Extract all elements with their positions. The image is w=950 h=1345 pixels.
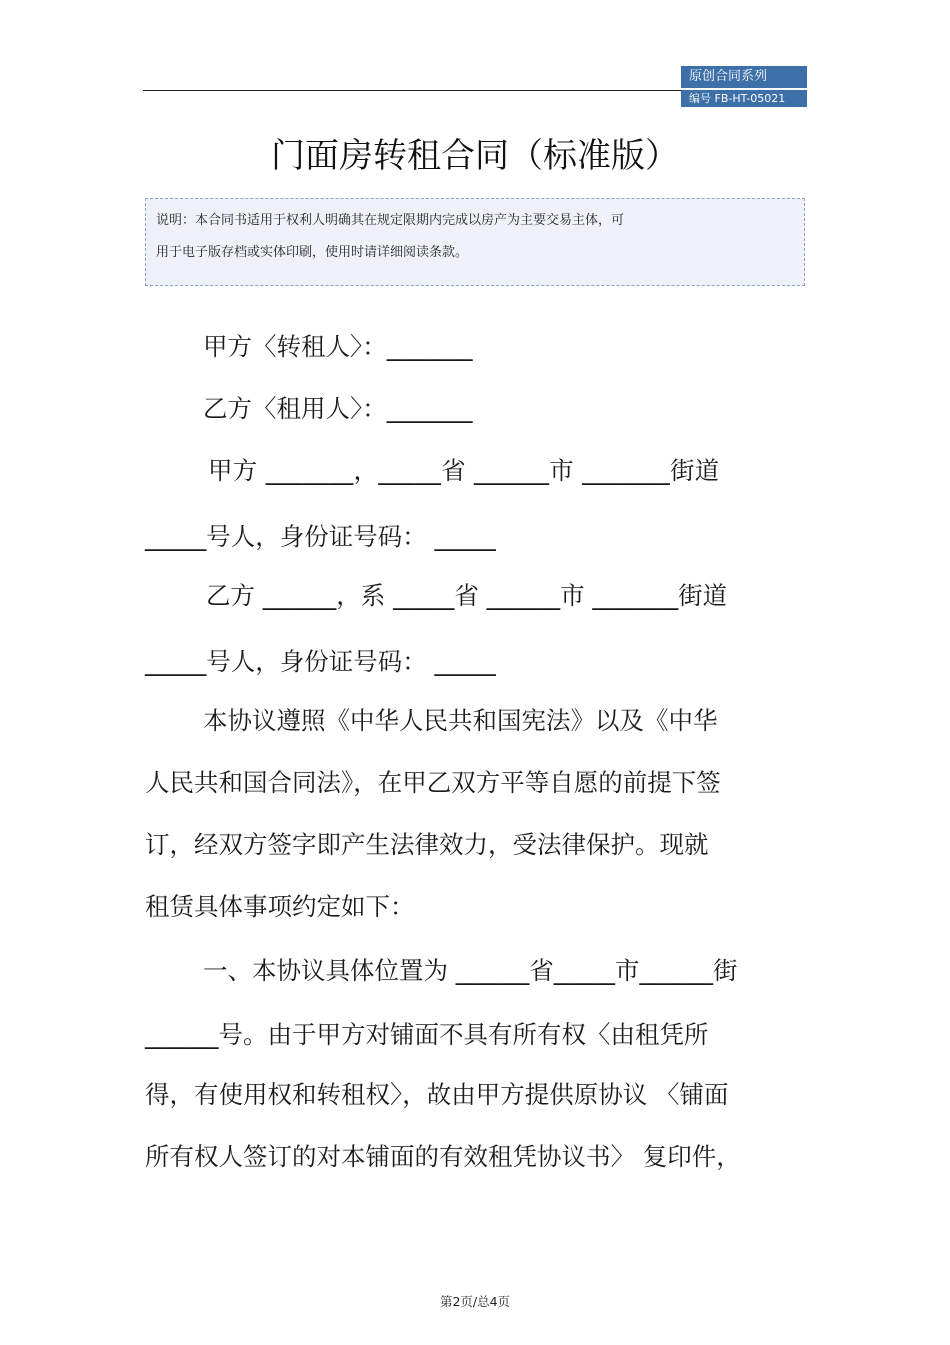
clause-one-line: 得，有使用权和转租权〉，故由甲方提供原协议 〈铺面	[145, 1080, 729, 1109]
series-label: 原创合同系列	[681, 66, 807, 88]
clause-one-line: 所有权人签订的对本铺面的有效租凭协议书〉 复印件，	[145, 1142, 741, 1171]
usage-note	[145, 198, 805, 286]
clause-one-line: 一、本协议具体位置为 ______省_____市______街	[203, 956, 738, 985]
party-b-id-line: _____号人，身份证号码： _____	[145, 647, 496, 676]
clause-one-line: ______号。由于甲方对铺面不具有所有权〈由租凭所	[145, 1020, 709, 1049]
party-a-address-line: 甲方 _______，_____省 ______市 _______街道	[208, 456, 720, 485]
party-a-id-line: _____号人，身份证号码： _____	[145, 522, 496, 551]
note-line-2: 用于电子版存档或实体印刷，使用时请详细阅读条款。	[156, 245, 469, 260]
body-paragraph-line: 人民共和国合同法》，在甲乙双方平等自愿的前提下签	[145, 768, 721, 797]
body-paragraph-line: 订，经双方签字即产生法律效力，受法律保护。现就	[145, 830, 709, 859]
party-b-line: 乙方〈租用人〉：_______	[203, 394, 473, 423]
body-paragraph-line: 租赁具体事项约定如下：	[145, 892, 415, 921]
note-line-1: 说明：本合同书适用于权利人明确其在规定限期内完成以房产为主要交易主体，可	[156, 213, 625, 228]
body-paragraph-line: 本协议遵照《中华人民共和国宪法》以及《中华	[203, 706, 718, 735]
document-code: 编号 FB-HT-05021	[681, 90, 807, 107]
party-b-address-line: 乙方 ______，系 _____省 ______市 _______街道	[206, 581, 728, 610]
page-number: 第2页/总4页	[439, 1294, 511, 1309]
document-title: 门面房转租合同（标准版）	[271, 136, 679, 176]
party-a-line: 甲方〈转租人〉：_______	[203, 332, 473, 361]
header-rule	[143, 90, 683, 91]
